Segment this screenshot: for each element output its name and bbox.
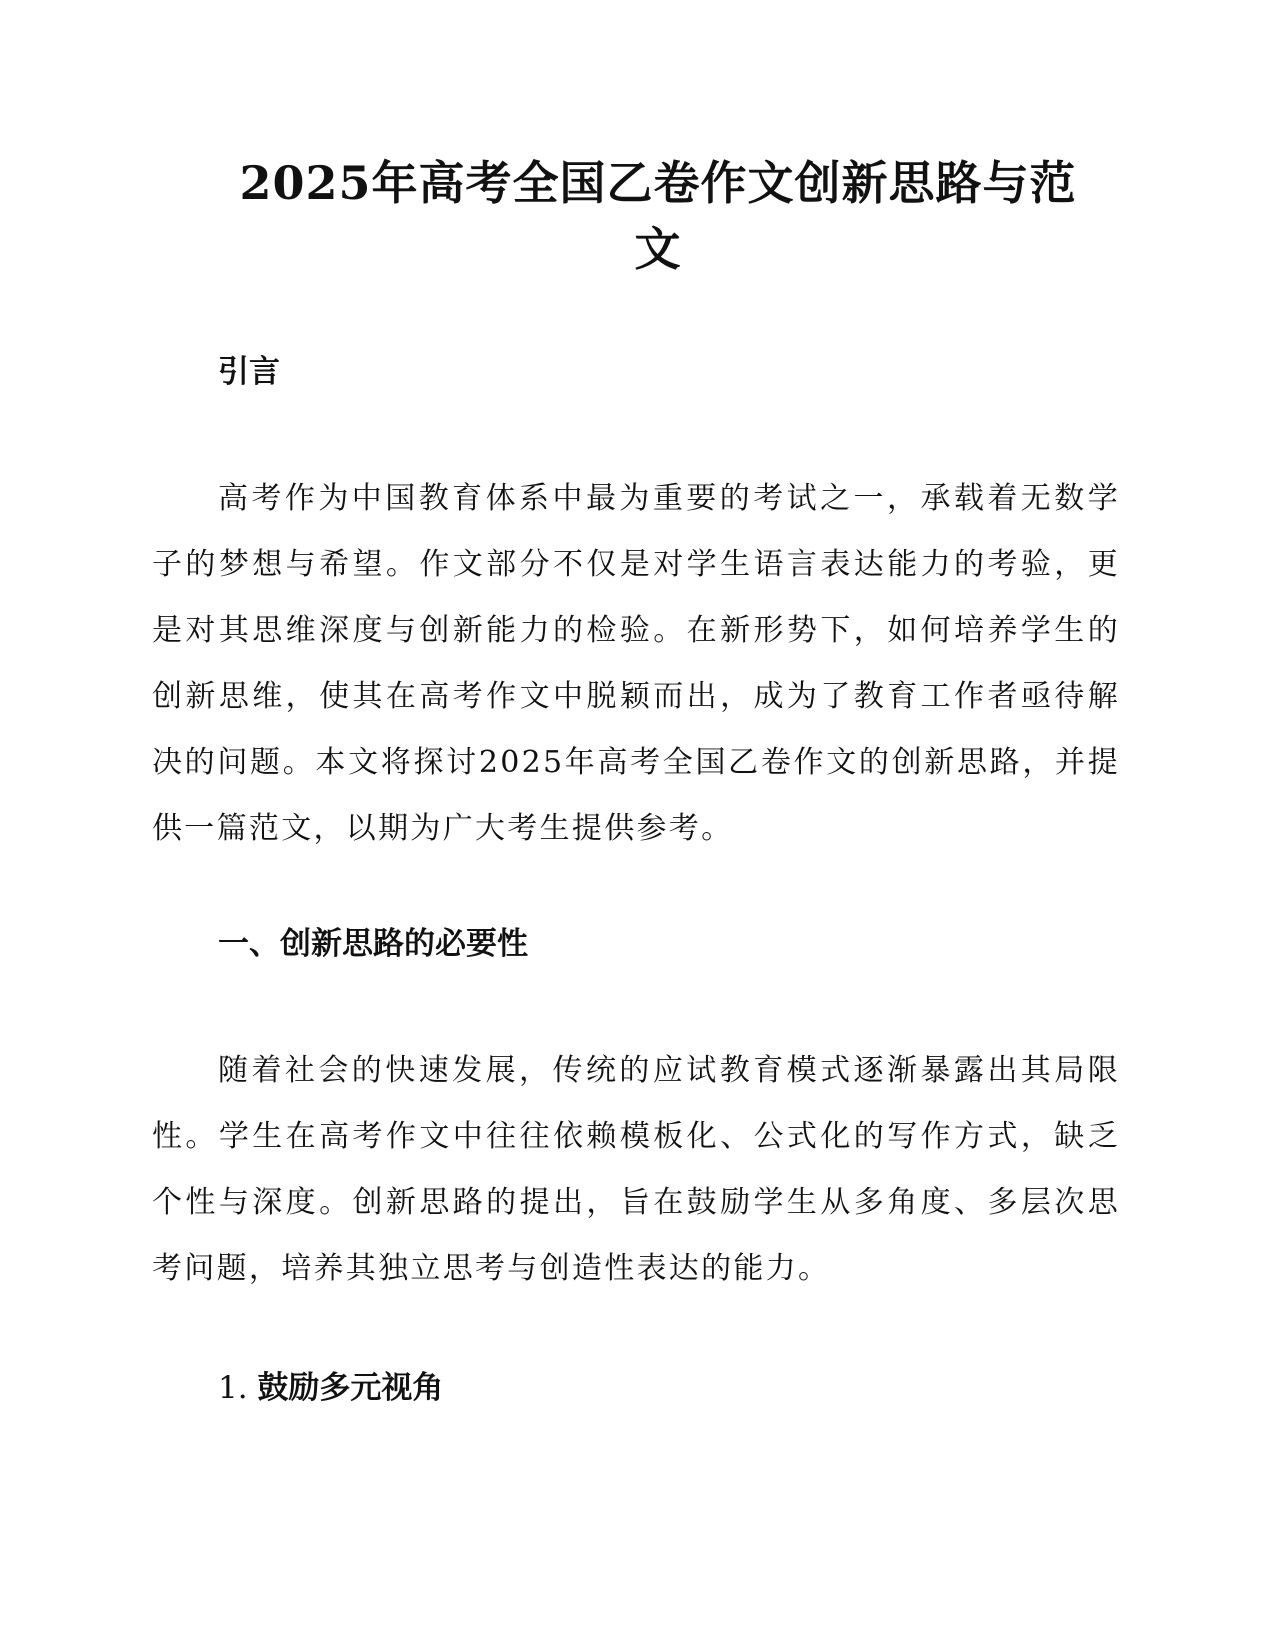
intro-paragraph: 高考作为中国教育体系中最为重要的考试之一，承载着无数学子的梦想与希望。作文部分不仅是对学生语言表达能力的考验，更是对其思维深度与创新能力的检验。在新形势下，如何培养学生的创新思维，使其在高考作文中脱颖而出，成为了教育工作者亟待解决的问题。本文将探讨2025年高考全国乙卷作文的创新思路，并提供一篇范文，以期为广大考生提供参考。 <box>152 481 1120 846</box>
subsection1-title: 鼓励多元视角 <box>257 1370 444 1406</box>
subsection1-heading <box>218 1368 443 1408</box>
section1-paragraph: 随着社会的快速发展，传统的应试教育模式逐渐暴露出其局限性。学生在高考作文中往往依赖模板化、公式化的写作方式，缺乏个性与深度。创新思路的提出，旨在鼓励学生从多角度、多层次思考问题，培养其独立思考与创造性表达的能力。 <box>152 1053 1120 1286</box>
subsection1-number: 1. <box>218 1370 258 1406</box>
intro-heading: 引言 <box>218 354 280 390</box>
document-title: 2025年高考全国乙卷作文创新思路与范文 <box>239 156 1077 276</box>
section1-heading: 一、创新思路的必要性 <box>218 926 528 962</box>
